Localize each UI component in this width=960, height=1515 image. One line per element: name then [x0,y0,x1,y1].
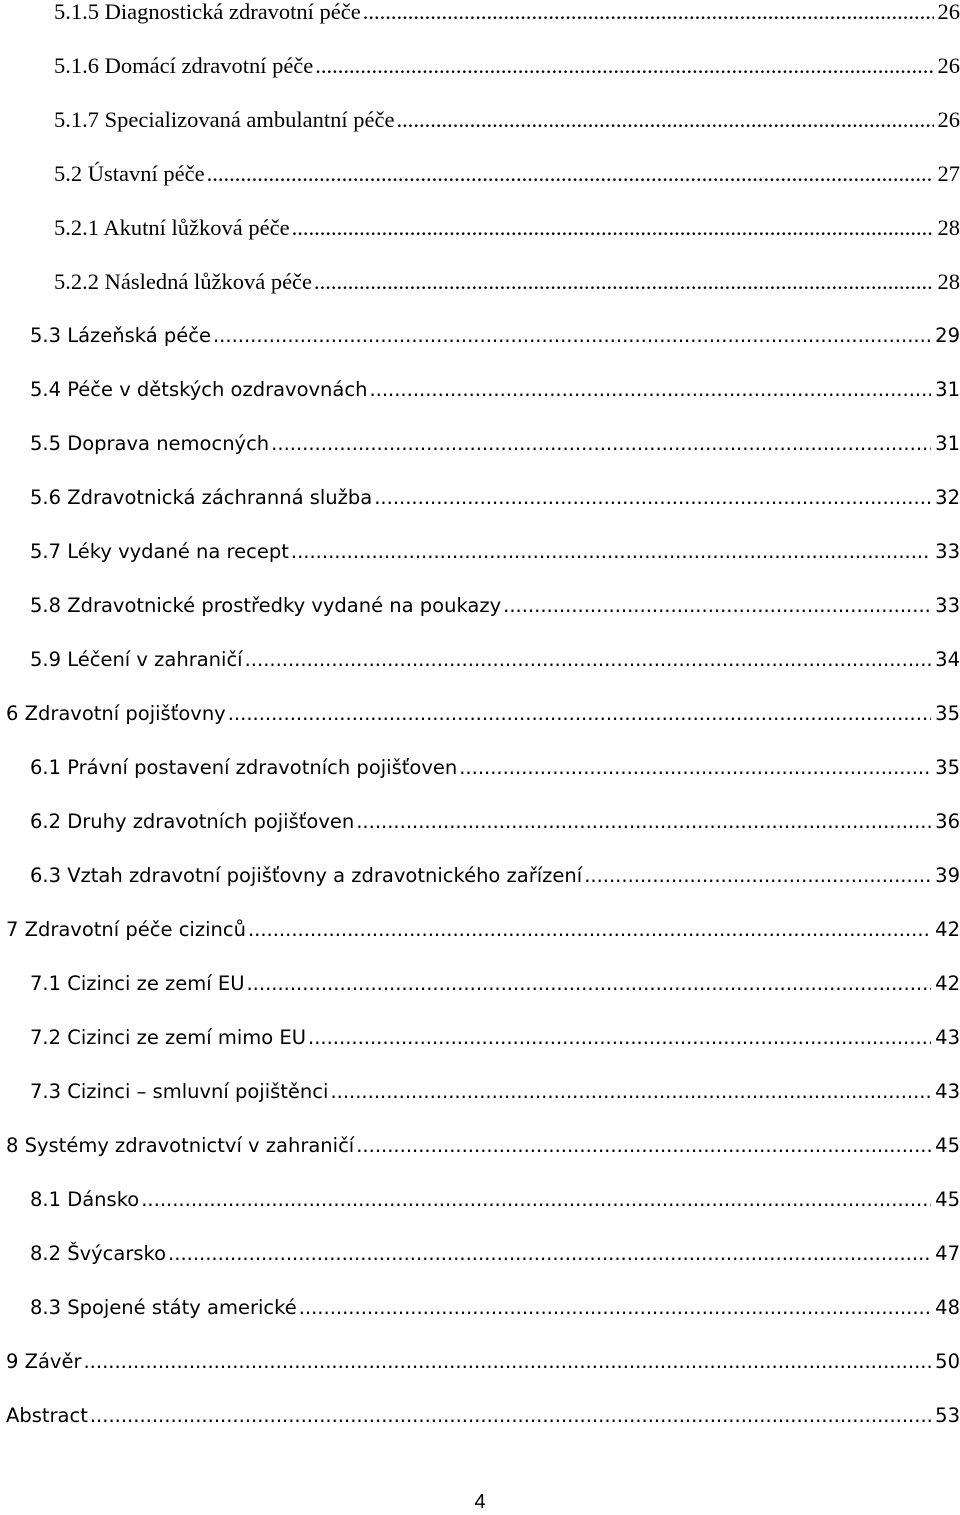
toc-page: 31 [935,378,960,401]
toc-entry-5-7[interactable] [30,535,960,569]
toc-label: 5.2.2 Následná lůžková péče [54,269,313,294]
toc-label: 9 Závěr [6,1350,82,1373]
toc-dot-leader [363,0,934,29]
toc-page: 47 [935,1242,960,1265]
toc-dot-leader [503,589,931,623]
toc-dot-leader [213,319,931,353]
toc-label: 7.2 Cizinci ze zemí mimo EU [30,1026,306,1049]
toc-entry-5-2-1[interactable] [54,211,960,245]
toc-dot-leader [271,427,931,461]
toc-page: 42 [935,972,960,995]
toc-dot-leader [314,265,933,299]
toc-dot-leader [299,1291,931,1325]
toc-dot-leader [308,1021,931,1055]
toc-page: 26 [937,53,960,78]
toc-dot-leader [369,373,931,407]
toc-dot-leader [248,913,931,947]
toc-label: 5.1.6 Domácí zdravotní péče [54,53,314,78]
toc-label: 5.3 Lázeňská péče [30,324,211,347]
toc-page: 35 [935,702,960,725]
toc-label: 5.1.7 Specializovaná ambulantní péče [54,107,395,132]
toc-entry-5-3[interactable] [30,319,960,353]
toc-label: 7 Zdravotní péče cizinců [6,918,246,941]
toc-label: 7.3 Cizinci – smluvní pojištěnci [30,1080,329,1103]
toc-dot-leader [330,1075,931,1109]
toc-dot-leader [397,103,934,137]
toc-page: 48 [935,1296,960,1319]
toc-entry-5-1-6[interactable] [54,49,960,83]
toc-label: 5.4 Péče v dětských ozdravovnách [30,378,368,401]
toc-label: 5.9 Léčení v zahraničí [30,648,243,671]
toc-label: 5.2.1 Akutní lůžková péče [54,215,290,240]
toc-dot-leader [292,211,934,245]
toc-entry-5-1-5[interactable] [54,0,960,29]
toc-dot-leader [168,1237,931,1271]
toc-dot-leader [356,805,931,839]
toc-page: 26 [937,107,960,132]
toc-page: 26 [937,0,960,24]
toc-entry-8[interactable] [6,1129,960,1163]
toc-page: 33 [935,540,960,563]
toc-entry-5-2-2[interactable] [54,265,960,299]
toc-dot-leader [245,643,932,677]
toc-page: 33 [935,594,960,617]
toc-dot-leader [83,1345,931,1379]
toc-entry-5-5[interactable] [30,427,960,461]
toc-entry-abstract[interactable] [6,1399,960,1433]
toc-label: 5.1.5 Diagnostická zdravotní péče [54,0,361,24]
toc-page: 42 [935,918,960,941]
toc-page: 36 [935,810,960,833]
toc-entry-7-2[interactable] [30,1021,960,1055]
toc-page: 31 [935,432,960,455]
toc-entry-5-2[interactable] [54,157,960,191]
toc-page: 50 [935,1350,960,1373]
toc-entry-8-1[interactable] [30,1183,960,1217]
toc-page: 39 [935,864,960,887]
toc-label: 5.7 Léky vydané na recept [30,540,289,563]
toc-entry-8-2[interactable] [30,1237,960,1271]
toc-entry-5-4[interactable] [30,373,960,407]
toc-page: 53 [935,1404,960,1427]
toc-entry-5-8[interactable] [30,589,960,623]
toc-label: 6 Zdravotní pojišťovny [6,702,226,725]
toc-label: 8.2 Švýcarsko [30,1242,167,1265]
toc-dot-leader [584,859,931,893]
toc-dot-leader [228,697,931,731]
toc-dot-leader [291,535,931,569]
toc-page: 43 [935,1080,960,1103]
toc-page: 45 [935,1188,960,1211]
toc-entry-7-3[interactable] [30,1075,960,1109]
toc-entry-6-1[interactable] [30,751,960,785]
toc-dot-leader [246,967,931,1001]
toc-label: 5.8 Zdravotnické prostředky vydané na poukazy [30,594,502,617]
toc-entry-5-6[interactable] [30,481,960,515]
toc-label: 5.2 Ústavní péče [54,161,205,186]
toc-entry-7[interactable] [6,913,960,947]
toc-entry-6-2[interactable] [30,805,960,839]
toc-page: 35 [935,756,960,779]
toc-label: 8.1 Dánsko [30,1188,140,1211]
toc-entry-6[interactable] [6,697,960,731]
toc-entry-8-3[interactable] [30,1291,960,1325]
toc-label: 6.3 Vztah zdravotní pojišťovny a zdravotnického zařízení [30,864,583,887]
toc-label: 5.6 Zdravotnická záchranná služba [30,486,373,509]
toc-page: 34 [935,648,960,671]
toc-page: 27 [937,161,960,186]
toc-label: Abstract [6,1404,88,1427]
toc-label: 7.1 Cizinci ze zemí EU [30,972,245,995]
toc-label: 8 Systémy zdravotnictví v zahraničí [6,1134,355,1157]
toc-label: 8.3 Spojené státy americké [30,1296,297,1319]
toc-label: 5.5 Doprava nemocných [30,432,270,455]
toc-dot-leader [315,49,933,83]
toc-page: 45 [935,1134,960,1157]
page-number: 4 [474,1491,486,1513]
toc-entry-9[interactable] [6,1345,960,1379]
toc-page: 28 [937,269,960,294]
toc-entry-7-1[interactable] [30,967,960,1001]
toc-dot-leader [90,1399,931,1433]
toc-page: 29 [935,324,960,347]
toc-dot-leader [356,1129,931,1163]
toc-dot-leader [459,751,931,785]
toc-entry-5-9[interactable] [30,643,960,677]
toc-page: 32 [935,486,960,509]
toc-page: 43 [935,1026,960,1049]
toc-dot-leader [207,157,934,191]
toc-label: 6.1 Právní postavení zdravotních pojišťoven [30,756,458,779]
toc-dot-leader [141,1183,931,1217]
toc-dot-leader [374,481,931,515]
toc-entry-6-3[interactable] [30,859,960,893]
toc-entry-5-1-7[interactable] [54,103,960,137]
toc-page: 28 [937,215,960,240]
toc-label: 6.2 Druhy zdravotních pojišťoven [30,810,355,833]
